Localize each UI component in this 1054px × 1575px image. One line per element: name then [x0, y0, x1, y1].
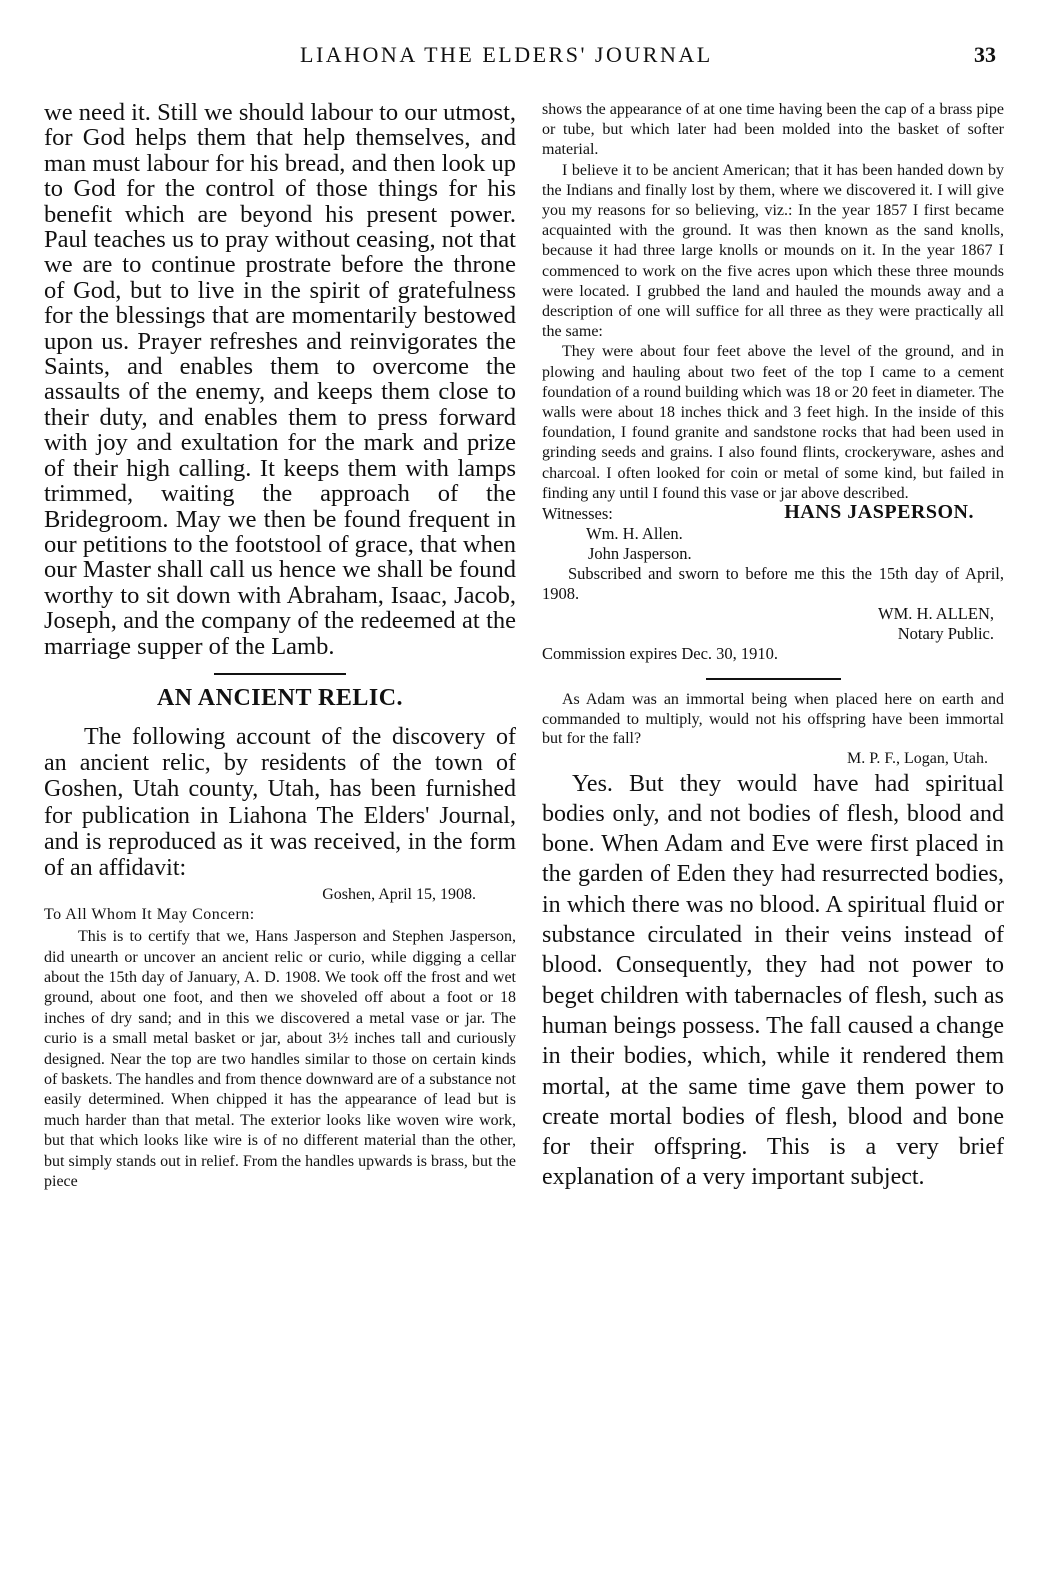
affidavit-salutation: To All Whom It May Concern: [44, 906, 255, 924]
question-attribution: M. P. F., Logan, Utah. [847, 749, 988, 767]
notary-name: WM. H. ALLEN, [878, 604, 994, 624]
affidavit-continued: shows the appearance of at one time having been the cap of a brass pipe or tube, but which later had been molded into the basket of softer material. [542, 101, 1004, 159]
answer-paragraph: Yes. But they would have had spiritual bodies only, and not bodies of flesh, blood and bone. When Adam and Eve were first placed in the garden of Eden they had resurrected bodies, in which there was no blood. A spiritual fluid or substance circulated in their veins instead of blood. Consequently, they had not power to beget children with tabernacles of flesh, such as human beings possess. The fall caused a change in their bodies, which, while it rendered them mortal, at the same time gave them power to create mortal bodies of flesh, blood and bone for their offspring. This is a very brief explanation of a very important subject. [542, 770, 1004, 1191]
commission-expiry: Commission expires Dec. 30, 1910. [542, 644, 779, 664]
witness-name: Wm. H. Allen. [586, 524, 683, 544]
closing-paragraph: we need it. Still we should labour to our utmost, for God helps them that help themselves, and man must labour for his bread, and then look up to God for the control of those things for his benefit which are beyond his present power. Paul teaches us to pray without ceasing, not that we are to continue prostrate before the throne of God, but to live in the spirit of gratefulness for the blessings that are momentarily bestowed upon us. Prayer refreshes and reinvigorates the Saints, and enables them to overcome the assaults of the enemy, and keeps them close to their duty, and enables them to press forward with joy and exultation for the mark and prize of their high calling. It keeps them with lamps trimmed, waiting the approach of the Bridegroom. May we then be found frequent in our petitions to the footstool of grace, that when our Master shall call us hence we shall be found worthy to sit down with Abraham, Isaac, Jacob, Joseph, and the company of the redeemed at the marriage supper of the Lamb. [44, 99, 516, 660]
divider-rule [214, 673, 346, 675]
witnesses-line [542, 501, 1004, 524]
affidavit-paragraph-2: I believe it to be ancient American; that it has been handed down by the Indians and finally lost by them, where we discovered it. I will give you my reasons for so believing, viz.: In the year 1857 I first became acquainted with the ground. It was then known as the sand knolls, because it had three large knolls or mounds on it. In the year 1867 I commenced to work on the five acres upon which these three mounds were located. I grubbed the land and hauled the mounds away and a description of one will suffice for all three as they were practically all the same: [542, 161, 1004, 341]
affidavit-paragraph-3: They were about four feet above the level of the ground, and in plowing and hauling about two feet of the top I came to a cement foundation of a round building which was 18 or 20 feet in diameter. The walls were about 18 inches thick and 3 feet high. In the inside of this foundation, I found granite and sandstone rocks that had been used in grinding seeds and grains. I also found flints, crockeryware, ashes and charcoal. I often looked for coin or metal of some kind, but failed in finding any until I found this vase or jar above described. [542, 343, 1004, 502]
notary-title: Notary Public. [897, 624, 994, 644]
affidavit-body: This is to certify that we, Hans Jasperson and Stephen Jasperson, did unearth or uncover an ancient relic or curio, while digging a cellar about the 15th day of January, A. D. 1908. We took off the frost and wet ground, about one foot, and then we shoveled off about a foot or 18 inches of dry sand; and in this we discovered a metal vase or jar. The curio is a small metal basket or jar, about 3½ inches tall and curiously designed. Near the top are two handles similar to those on certain kinds of baskets. The handles and from thence downward are of a substance not easily determined. When chipped it has the appearance of lead but is much harder than that metal. The exterior looks like woven wire work, but that which looks like wire is of no different material than the other, but simply stands out in relief. From the handles upwards is brass, but the piece [44, 928, 516, 1191]
reader-question: As Adam was an immortal being when placed here on earth and commanded to multiply, would not his offspring have been immortal but for the fall? [542, 691, 1004, 748]
article-intro: The following account of the discovery of an ancient relic, by residents of the town of Goshen, Utah county, Utah, has been furnished for publication in Liahona The Elders' Journal, and is reproduced as it was received, in the form of an affidavit: [44, 723, 516, 881]
witnesses-label: Witnesses: [542, 504, 613, 524]
running-title: LIAHONA THE ELDERS' JOURNAL [300, 42, 713, 67]
witness-name: John Jasperson. [588, 544, 692, 564]
signature: HANS JASPERSON. [784, 501, 974, 524]
divider-rule [706, 678, 841, 680]
page-header [0, 42, 1054, 76]
affidavit-dateline: Goshen, April 15, 1908. [322, 886, 476, 904]
left-column [44, 100, 516, 1192]
article-heading: AN ANCIENT RELIC. [156, 684, 404, 711]
sworn-statement: Subscribed and sworn to before me this the 15th day of April, 1908. [542, 564, 1004, 604]
page-number: 33 [974, 42, 996, 67]
right-column [542, 100, 1004, 1193]
